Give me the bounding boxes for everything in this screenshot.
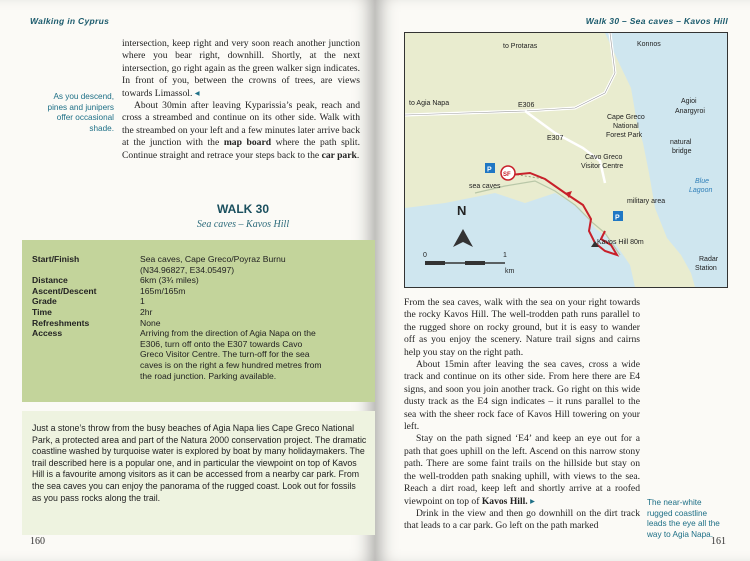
info-key: Refreshments	[32, 317, 90, 328]
paragraph	[122, 38, 360, 100]
north-label: N	[457, 203, 467, 218]
info-row	[32, 286, 375, 297]
map-label: natural	[670, 139, 692, 146]
arrow-icon: ◂	[194, 87, 200, 99]
continued-text	[122, 38, 360, 162]
map-graphic	[405, 33, 727, 287]
info-row	[32, 275, 375, 286]
map-label: Anargyroi	[675, 108, 705, 115]
page-number-left: 160	[30, 536, 45, 547]
margin-note-line: pines and junipers	[47, 102, 114, 112]
info-key: Access	[32, 328, 63, 339]
arrow-icon: ▸	[530, 495, 535, 507]
route-map	[404, 32, 728, 288]
info-row	[32, 307, 375, 318]
map-label: to Agia Napa	[409, 100, 450, 107]
map-label: Radar	[699, 256, 719, 263]
walk-info-box	[22, 240, 375, 402]
text-run: About 30min after leaving Kyparissia’s peak, reach and cross a streambed and continue on its other side. Walk with the streambed on your left and a few minutes later arrive back at the junction with the	[122, 100, 360, 149]
map-label: Cavo Greco	[585, 154, 623, 161]
map-label: Kavos Hill 80m	[597, 239, 644, 246]
margin-note-line: The near-white	[647, 498, 702, 507]
margin-note-line: shade.	[89, 123, 114, 133]
paragraph: Drink in the view and then go downhill on the dirt track that leads to a car park. Go left on the path marked	[404, 507, 640, 532]
info-key: Grade	[32, 296, 57, 307]
info-key: Start/Finish	[32, 254, 80, 264]
info-value: 6km (3¾ miles)	[140, 275, 199, 286]
start-finish-label: SF	[503, 172, 511, 178]
paragraph: About 15min after leaving the sea caves, cross a wide track and continue on its other side. From here there are E4 signs, and soon you join another track. Go right on this wide dusty track as the E4 sign indicates – it runs parallel to the sea with the sheer rock face of Kavos Hill towering on your left.	[404, 359, 640, 433]
margin-note-line: offer occasional	[56, 113, 114, 123]
info-value: 2hr	[140, 306, 153, 317]
running-head-right: Walk 30 – Sea caves – Kavos Hill	[585, 16, 728, 26]
info-key: Ascent/Descent	[32, 285, 97, 296]
margin-note-line: leads the eye all the	[647, 519, 720, 529]
text-run: Stay on the path signed ‘E4’ and keep an eye out for a path that goes uphill on the left. Ascend on this narrow stony path. There are some faint trails on the hillside but stay on the well-trodden path snaking uphill, with views to the sea. Reach a dirt road, keep left and shortly arrive at a roofed viewpoint on top of	[404, 433, 640, 507]
scale-bar-segment	[465, 261, 485, 265]
info-row	[32, 328, 375, 381]
info-row	[32, 296, 375, 307]
map-label: Visitor Centre	[581, 163, 624, 170]
map-label: Cape Greco	[607, 114, 645, 121]
map-label: Agioi	[681, 98, 697, 105]
bold-term: car park	[321, 149, 357, 161]
map-label: Blue	[695, 178, 710, 185]
margin-note-line: way to Agia Napa.	[647, 529, 713, 539]
page-number-right: 161	[711, 536, 726, 547]
map-label: Lagoon	[689, 187, 713, 194]
walk-subtitle: Sea caves – Kavos Hill	[196, 219, 290, 230]
scale-bar-segment	[425, 261, 445, 265]
parking-label: P	[487, 166, 492, 174]
intro-text: Just a stone’s throw from the busy beaches of Agia Napa lies Cape Greco National Park, a protected area and part of the Natura 2000 conservation project. The dramatic coastline washed by turquoise water is explored by boat by many holidaymakers. The trail described here is a popular one, and in particular the viewpoint on top of Kavos Hill is a favourite among visitors as it can be accessed from a nearby car park. From the sea caves you can enjoy the panorama of the rugged coast. Look out for fossils as you pass rocks along the trail.	[32, 423, 367, 503]
info-key: Distance	[32, 275, 68, 286]
scale-label: 0	[423, 252, 427, 259]
map-label: E307	[547, 135, 564, 142]
info-row	[32, 254, 375, 275]
map-label: Station	[695, 265, 717, 272]
text-run: .	[356, 149, 360, 161]
paragraph	[122, 100, 360, 162]
text-run: where the path split. Continue straight and retrace your steps back to the	[122, 137, 360, 161]
scale-label: km	[505, 268, 515, 275]
map-label: Konnos	[637, 41, 661, 48]
info-key: Time	[32, 306, 52, 317]
map-label: Forest Park	[606, 132, 643, 139]
margin-note-right	[647, 498, 747, 540]
scale-label: 1	[503, 252, 507, 259]
bold-term: Kavos Hill.	[481, 495, 528, 507]
text-run: intersection, keep right and very soon reach another junction where you bear right, downhill. Shortly, at the next intersection, go right again as the green walker sign indicates. In front of you, between the crowns of trees, are views towards Limassol.	[122, 38, 360, 99]
margin-note-line: rugged coastline	[647, 508, 708, 518]
map-label: National	[613, 123, 639, 130]
paragraph: From the sea caves, walk with the sea on your right towards the rocky Kavos Hill. The well-trodden path runs parallel to the rugged shore on rocky ground, but it is easy to wander off as you enjoy the scenery. Nature trail signs and cairns help you stay on the right path.	[404, 297, 640, 358]
running-head-left: Walking in Cyprus	[30, 16, 110, 26]
map-label: bridge	[672, 148, 692, 155]
info-value: 1	[140, 296, 145, 307]
intro-box	[22, 411, 375, 535]
parking-label: P	[615, 214, 620, 222]
route-text	[404, 297, 640, 533]
info-value: Arriving from the direction of Agia Napa on the E306, turn off onto the E307 towards Cavo Greco Visitor Centre. The turn-off for the sea caves is on the right a few hundred metres from the road junction. Parking available.	[140, 328, 322, 381]
bold-term: map board	[223, 137, 272, 149]
info-value: Sea caves, Cape Greco/Poyraz Burnu (N34.96827, E34.05497)	[140, 254, 286, 275]
map-label: E306	[518, 102, 535, 109]
map-label: sea caves	[469, 183, 501, 190]
info-row	[32, 318, 375, 329]
margin-note-left	[28, 92, 114, 134]
walk-title: WALK 30	[216, 202, 269, 216]
margin-note-line: As you descend,	[53, 92, 114, 101]
map-label: military area	[627, 198, 666, 205]
info-value: None	[140, 317, 161, 328]
paragraph	[404, 433, 640, 507]
map-label: to Protaras	[503, 43, 538, 50]
info-value: 165m/165m	[140, 285, 186, 296]
